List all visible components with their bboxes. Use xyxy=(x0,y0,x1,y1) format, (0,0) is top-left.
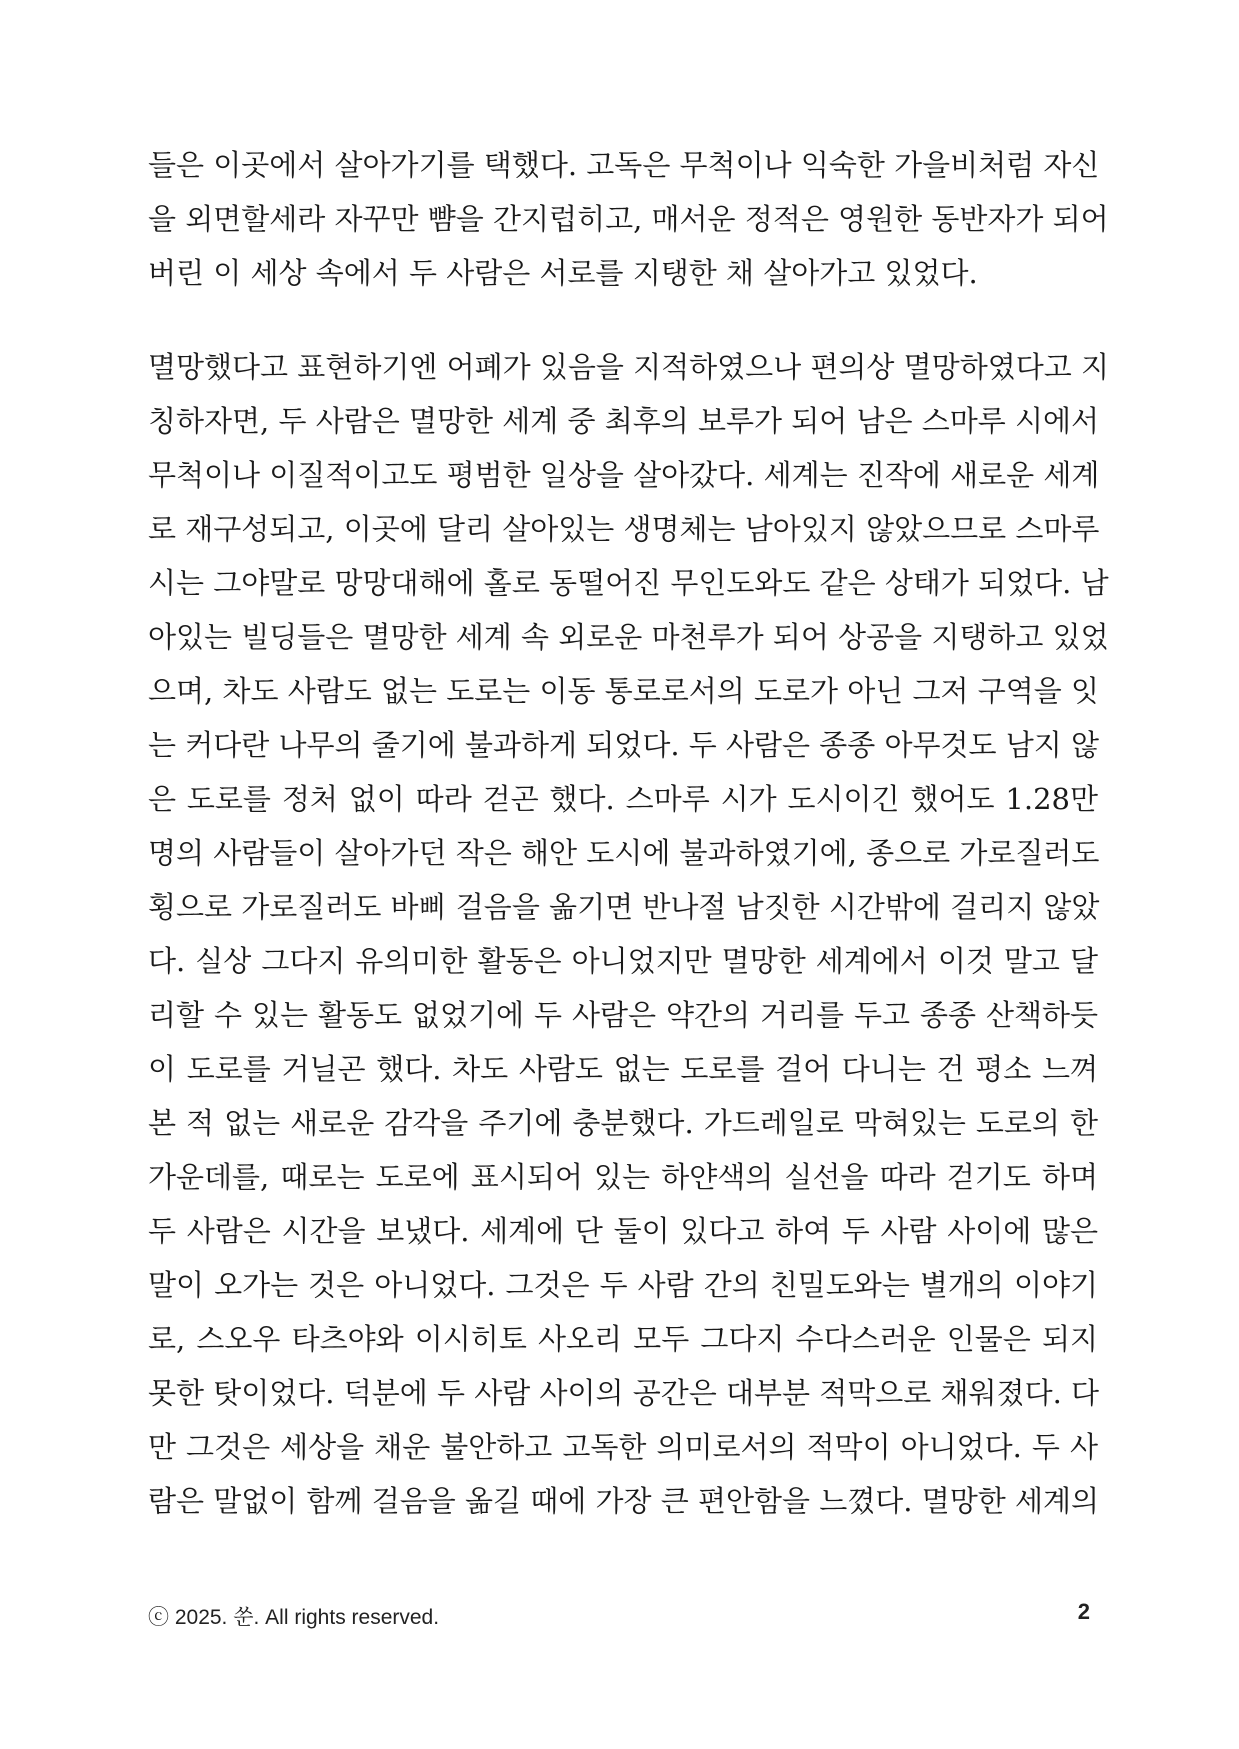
text-line: 무척이나 이질적이고도 평범한 일상을 살아갔다. 세계는 진작에 새로운 세계 xyxy=(148,458,1100,492)
text-line: 리할 수 있는 활동도 없었기에 두 사람은 약간의 거리를 두고 종종 산책하듯 xyxy=(148,998,1098,1032)
text-line: 칭하자면, 두 사람은 멸망한 세계 중 최후의 보루가 되어 남은 스마루 시에서 xyxy=(148,404,1100,438)
text-line: 버린 이 세상 속에서 두 사람은 서로를 지탱한 채 살아가고 있었다. xyxy=(148,256,978,290)
text-line: 은 도로를 정처 없이 따라 걷곤 했다. 스마루 시가 도시이긴 했어도 1.28만 xyxy=(148,782,1098,816)
text-line: 멸망했다고 표현하기엔 어폐가 있음을 지적하였으나 편의상 멸망하였다고 지 xyxy=(148,350,1109,384)
text-line: 람은 말없이 함께 걸음을 옮길 때에 가장 큰 편안함을 느꼈다. 멸망한 세계의 xyxy=(148,1484,1100,1518)
page-number: 2 xyxy=(1077,1599,1090,1624)
paragraph-spacer xyxy=(148,300,1098,340)
text-line: 만 그것은 세상을 채운 불안하고 고독한 의미로서의 적막이 아니었다. 두 사 xyxy=(148,1430,1098,1464)
text-line: 시는 그야말로 망망대해에 홀로 동떨어진 무인도와도 같은 상태가 되었다. 남 xyxy=(148,566,1109,600)
paragraph-2 xyxy=(148,340,1109,1528)
paragraph-1 xyxy=(148,138,1109,300)
text-line: 명의 사람들이 살아가던 작은 해안 도시에 불과하였기에, 종으로 가로질러도 xyxy=(148,836,1100,870)
text-line: 다. 실상 그다지 유의미한 활동은 아니었지만 멸망한 세계에서 이것 말고 달 xyxy=(148,944,1098,978)
body-text xyxy=(148,138,1109,1528)
text-line: 가운데를, 때로는 도로에 표시되어 있는 하얀색의 실선을 따라 걷기도 하며 xyxy=(148,1160,1098,1194)
text-line: 본 적 없는 새로운 감각을 주기에 충분했다. 가드레일로 막혀있는 도로의 한 xyxy=(148,1106,1098,1140)
text-line: 말이 오가는 것은 아니었다. 그것은 두 사람 간의 친밀도와는 별개의 이야기 xyxy=(148,1268,1098,1302)
text-line: 아있는 빌딩들은 멸망한 세계 속 외로운 마천루가 되어 상공을 지탱하고 있었 xyxy=(148,620,1109,654)
text-line: 두 사람은 시간을 보냈다. 세계에 단 둘이 있다고 하여 두 사람 사이에 많은 xyxy=(148,1214,1098,1248)
text-line: 못한 탓이었다. 덕분에 두 사람 사이의 공간은 대부분 적막으로 채워졌다. 다 xyxy=(148,1376,1100,1410)
copyright-notice: ⓒ 2025. 쑨. All rights reserved. xyxy=(148,1606,440,1629)
text-line: 횡으로 가로질러도 바삐 걸음을 옮기면 반나절 남짓한 시간밖에 걸리지 않았 xyxy=(148,890,1100,924)
text-line: 로 재구성되고, 이곳에 달리 살아있는 생명체는 남아있지 않았으므로 스마루 xyxy=(148,512,1100,546)
text-line: 을 외면할세라 자꾸만 뺨을 간지럽히고, 매서운 정적은 영원한 동반자가 되어 xyxy=(148,202,1109,236)
text-line: 들은 이곳에서 살아가기를 택했다. 고독은 무척이나 익숙한 가을비처럼 자신 xyxy=(148,148,1100,182)
text-line: 로, 스오우 타츠야와 이시히토 사오리 모두 그다지 수다스러운 인물은 되지 xyxy=(148,1322,1098,1356)
page-footer xyxy=(148,1595,1098,1635)
text-line: 는 커다란 나무의 줄기에 불과하게 되었다. 두 사람은 종종 아무것도 남지 않 xyxy=(148,728,1100,762)
text-line: 이 도로를 거닐곤 했다. 차도 사람도 없는 도로를 걸어 다니는 건 평소 느껴 xyxy=(148,1052,1098,1086)
text-line: 으며, 차도 사람도 없는 도로는 이동 통로로서의 도로가 아닌 그저 구역을 잇 xyxy=(148,674,1100,708)
